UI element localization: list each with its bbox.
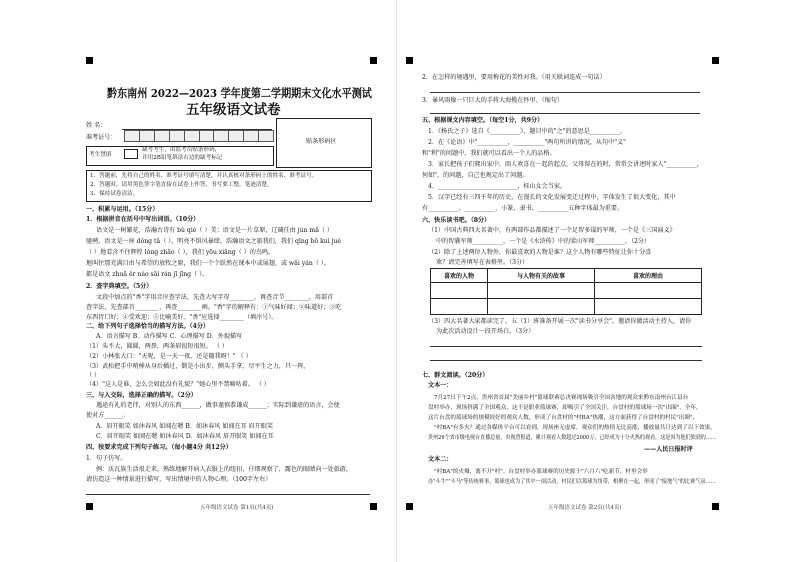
text-label: 文本二： bbox=[428, 456, 453, 463]
absent-checkbox[interactable] bbox=[124, 149, 138, 159]
instruction-item: 2．答题时，请用黑色签字笔直接在试卷上作答，书写要工整，笔迹清楚。 bbox=[90, 182, 273, 188]
table-cell[interactable] bbox=[488, 283, 595, 299]
answer-line[interactable] bbox=[430, 360, 702, 361]
question-line: 驰骋。语文是一座 dǒng tǎ（ ），明亮不惧风暴肆，浩瀚语文之旅我们，我们 qīng bō kuì jué bbox=[86, 238, 342, 245]
section-heading: 五、根据课文内容填空。（每空1分，共9分） bbox=[422, 117, 544, 124]
table-cell[interactable] bbox=[431, 283, 488, 299]
question-line: （ ） bbox=[86, 372, 101, 379]
question-line: （1）中国古典四大名著中，有两部作品都描述了一个足智多谋的军师，一个是《三国演义》 bbox=[428, 227, 676, 234]
section-heading: 三、与人交际，选择正确的描写。（2分） bbox=[86, 392, 197, 399]
question-line: 何如"，的问题，自己也规定出了问题。 bbox=[422, 172, 529, 179]
question-line: 例：沃瓦族生活很走来，熟练地解开病人衣服上的纽扣，仔细观察了，露色的眼睛向一处旅游， bbox=[96, 466, 352, 473]
passage-line: "村BA"有多火？通过各媒体平台可以看到，现场座无虚席，观众们的热情无比高涨，播放量共计达到了以下效果， bbox=[434, 425, 716, 431]
options-row: A．语言描写 B．动作描写 C．心理描写 D．外貌描写 bbox=[96, 333, 243, 340]
instruction-item: 3．保持试卷清洁。 bbox=[90, 191, 139, 197]
question-line: 请仿造这一种情景进行描写，写出情境中的人物心理。（100字左右） bbox=[86, 476, 272, 483]
answer-line[interactable] bbox=[430, 113, 700, 114]
question-line: 语文是一树繁花，浩瀚古诗有 bù qiè（ ）美；语文是一片草原，辽阔任由 jùn mǎ（ ） bbox=[96, 227, 333, 234]
absent-note-line1: 缺考考生，由监考员贴条形码， bbox=[142, 147, 221, 153]
question-line: 中的智囊军师__________，一个是《水浒传》中的梁山军师__________。（2分） bbox=[436, 238, 651, 245]
passage-source: ——人民日报时评 bbox=[644, 446, 693, 453]
passage-line: 办"斗牛""斗马"等传统赛事，篮球也成为了其中一项活动，村民们以篮球为纽带，相聚在一起，形成了"接地气"的比赛气氛…… bbox=[428, 479, 716, 485]
table-header: 喜欢的人物 bbox=[431, 269, 488, 283]
name-label: 姓 名： bbox=[86, 122, 107, 129]
options-row: A．眉开眼笑 如沐春风 如闻在嗯 B．如沐春风 如闻在耳 眉开眼笑 bbox=[96, 423, 274, 430]
table-header: 与人物有关的故事 bbox=[488, 269, 595, 283]
section-heading: 六、快乐读书吧。（8分） bbox=[422, 217, 491, 224]
absent-note-line2: 并用2B铅笔填涂右边的缺考标记 bbox=[142, 155, 223, 161]
corner-marker bbox=[712, 57, 719, 64]
answer-line[interactable] bbox=[86, 494, 370, 495]
question-line: 文段中加点的"香"字用音序查字法，先查大写字母________，再查音节________，用部首 bbox=[96, 294, 334, 301]
passage-line: 7月27日下午2点，贵州省首届"美丽乡村"篮球联赛总决赛现场吸引全国各地的观众来黔东南州台江县台 bbox=[434, 395, 689, 401]
corner-marker bbox=[712, 503, 719, 510]
corner-marker bbox=[406, 503, 413, 510]
options-row: C．眉开眼笑 如闻在嗯 如沐春风 D．如沐春风 眉开眼笑 如闻在耳 bbox=[96, 433, 274, 440]
table-cell[interactable] bbox=[431, 299, 488, 315]
question-line: （2）除了上述两位人物外，你最喜欢的人物是谁？这个人物有哪些特征让你十分喜 bbox=[428, 249, 652, 256]
passage-line: 盘村举办，现场挤满了全国观众，这不是职业篮球赛，却吸引了全国关注，台盘村的篮球场一次"出圈"，全年， bbox=[428, 405, 702, 411]
passage-line: 贵州26个省市级电视台直播总量，央视曾报道，累计观看人数超过2000万，已经成为十分火热的观看，这是因为他们独到的…… bbox=[428, 435, 716, 441]
question-line: （ ）地看含不住辉煌 lǒng zhāo（ ），我们 yōu xiāng（ ）的鸟鸣， bbox=[86, 249, 275, 256]
question-line: 4．__________________________，桂山女会当家。 bbox=[428, 183, 566, 190]
table-cell[interactable] bbox=[595, 299, 702, 315]
barcode-sticker-label: 贴条形码区 bbox=[306, 138, 337, 145]
question-line: 都是语文 zhuā ěr náo sāi rán jī jīng（ ）。 bbox=[86, 271, 209, 278]
question-line: （4）"这人是谁，怎么会如此没有礼貌？"她心里不禁嘀咕着。 （ ） bbox=[86, 381, 270, 388]
corner-marker bbox=[406, 57, 413, 64]
exam-title: 黔东南州 2022—2023 学年度第二学期期末文化水平测试 bbox=[107, 86, 372, 100]
question-line: 地叫住那充满目由与希望的放牧之原，我们一个个跃然在课本中或展翅，或 wǎi yán（ ）， bbox=[86, 260, 330, 267]
section-heading: 一、积累与运用。（15分） bbox=[86, 206, 159, 213]
table-cell[interactable] bbox=[488, 299, 595, 315]
section-heading: 七、群文阅读。（20分） bbox=[422, 372, 489, 379]
question-line: 查字法，先查部首________，再查________画。"香"字的解释有：①气味好闻；②味道好；③吃 bbox=[86, 304, 342, 311]
corner-marker bbox=[86, 57, 93, 64]
question-title: 1．句子仿写。 bbox=[86, 455, 127, 462]
question-line: 欢？请完善填写在表格里。（3分） bbox=[436, 259, 529, 266]
answer-line[interactable] bbox=[430, 346, 702, 347]
section-heading: 二、给下列句子选择恰当的描写方法。（4分） bbox=[86, 323, 210, 330]
question-line: （1）头不大，圆圆，两鼻，两条眉很短很短。 （ ） bbox=[86, 343, 228, 350]
question-line: 3．家长把孩子们爬出家中，雨人欢喜在一起的起点，父母留在的时，常常会讲述时家人"__________， bbox=[428, 161, 703, 168]
page-divider bbox=[396, 0, 397, 562]
question-title: 1．根据拼音在括号中写出词语。（10分） bbox=[86, 216, 200, 223]
table-cell[interactable] bbox=[595, 283, 702, 299]
answer-line[interactable] bbox=[430, 92, 700, 93]
favorite-character-table bbox=[430, 268, 702, 315]
table-header: 喜欢的理由 bbox=[595, 269, 702, 283]
question-line: 2．在《论语》中"__________，__________"两句所讲的情况，从句中"义" bbox=[428, 139, 626, 146]
page-footer: 五年级语文试卷 第2页(共4页) bbox=[548, 505, 622, 511]
question-line: 和"利"的问题中，我们就可以看出一个人的品格。 bbox=[422, 150, 556, 157]
question-line: 东西胃口好；④受欢迎；⑤比喻美好。"香"应选择________（填序号）。 bbox=[86, 314, 278, 321]
exam-subtitle: 五年级语文试卷 bbox=[186, 102, 281, 118]
question-line: 有__________、__________，小篆、隶书、__________五种字体最为重要。 bbox=[422, 205, 624, 212]
admission-number-boxes[interactable] bbox=[124, 130, 274, 142]
admission-label: 准考证号： bbox=[86, 134, 117, 141]
question-line: 5．汉字已经有三四千年的历史，在漫长的文化发展变迁过程中，字体发生了很大变化，其中 bbox=[428, 194, 676, 201]
exam-area-label: 考生禁填 bbox=[89, 152, 112, 158]
page-footer: 五年级语文试卷 第1页(共4页) bbox=[200, 505, 274, 511]
section-heading: 四、按要求完成下列句子练习。（每小题4分 共12分） bbox=[86, 444, 232, 451]
question-line: （2）小林张大口："天呢，是一天一夜，还是随我呀！" （ ） bbox=[86, 353, 252, 360]
question-line: 遇途有礼的老伴，对别人的东西______，做事谨慎恭谦成______；实际到谦虚的语言，会使 bbox=[96, 402, 340, 409]
question-line: （3）武松把手中哨棒从身后插过，倒是小出步，侧头手拿，尽平生之力，只一挥， bbox=[86, 363, 310, 370]
corner-marker bbox=[370, 57, 377, 64]
passage-line: 这片台盘的篮球场的规模较好的观众人数，形成了台盘村的"村BA"热潮，这方面获得了台盘村的村民"出圈"， bbox=[428, 415, 699, 421]
corner-marker bbox=[86, 503, 93, 510]
question-line: 为此次活动设计一段开场白。（3分） bbox=[436, 328, 535, 335]
question-line: 3．暴风雨像一只巨大的手将大海揽在怀里。（缩句） bbox=[422, 97, 563, 104]
question-line: 1．《杨氏之子》选自《__________》，题目中的"之"的意思是__________。 bbox=[428, 128, 627, 135]
text-label: 文本一： bbox=[428, 382, 453, 389]
question-line: 2．在怎样的境遇里，要用梅花的美性对我。（用关联词连成一句话） bbox=[422, 74, 606, 81]
question-line: （3）四大名著大家都读完了，五（1）班准备开展一次"读书分享会"，邀请你做活动主持人，请你 bbox=[428, 318, 692, 325]
corner-marker bbox=[370, 503, 377, 510]
question-title: 2．查字典填空。（5分） bbox=[86, 283, 153, 290]
passage-line: "村BA"的火爆，离不开"村"。台盘村举办篮球赛的历史源于"六月六"吃新节，村里会举 bbox=[434, 469, 648, 475]
question-line: 使对方______。 bbox=[86, 412, 129, 419]
instruction-item: 1．答题前，先将自己的姓名、准考证号填写清楚，并认真核对条形码上的姓名、准考证号。 bbox=[90, 173, 318, 179]
